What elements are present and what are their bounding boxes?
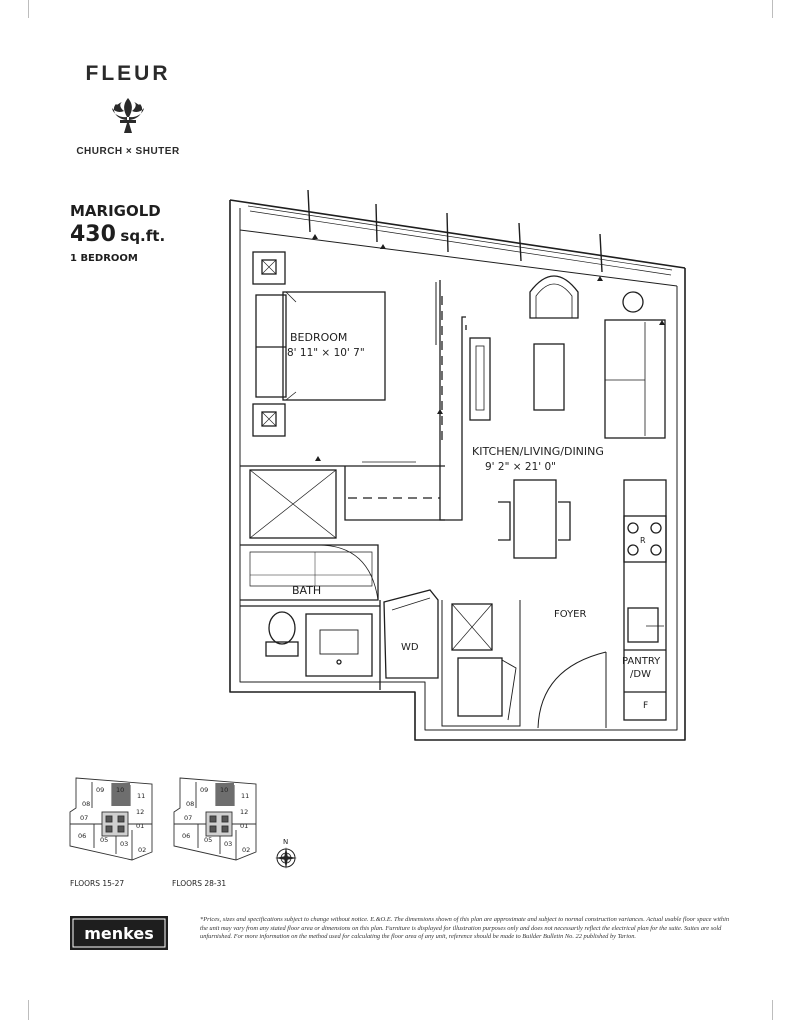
- key-unit-09: 09: [96, 786, 105, 794]
- key-unit-12: 12: [240, 808, 249, 816]
- key-unit-07: 07: [80, 814, 89, 822]
- key-plan-caption-28-31: FLOORS 28-31: [172, 879, 227, 888]
- fridge-label: F: [643, 701, 649, 711]
- key-unit-11: 11: [137, 792, 146, 800]
- bath-label: BATH: [292, 584, 322, 597]
- key-unit-05: 05: [204, 836, 213, 844]
- key-unit-05: 05: [100, 836, 109, 844]
- key-unit-02: 02: [138, 846, 147, 854]
- key-unit-08: 08: [82, 800, 91, 808]
- developer-logo: [70, 916, 168, 950]
- unit-bedrooms: 1 BEDROOM: [70, 253, 138, 264]
- foyer-label: FOYER: [554, 609, 587, 620]
- key-unit-12: 12: [136, 808, 145, 816]
- kitchen-dimensions: 9' 2" × 21' 0": [485, 461, 556, 473]
- key-unit-07: 07: [184, 814, 193, 822]
- key-unit-10: 10: [116, 786, 125, 794]
- key-unit-02: 02: [242, 846, 251, 854]
- unit-area-value: 430: [70, 222, 116, 247]
- range-label: R: [640, 536, 646, 545]
- bedroom-dimensions: 8' 11" × 10' 7": [287, 347, 365, 359]
- legal-disclaimer: *Prices, sizes and specifications subject to change without notice. E.&O.E. The dimensions shown of this plan are approximate and subject to normal construction variances. Actual usable floor space within the unit may vary from any stated floor area or dimensions on this plan. Furniture is displayed for illustration purposes only and does not necessarily reflect the electrical plan for the suite. Suites are sold unfurnished. For more information on the method used for calculating the floor area of any unit, reference should be made to Builder Bulletin No. 22 published by Tarion.: [200, 916, 730, 941]
- key-unit-08: 08: [186, 800, 195, 808]
- brand-name: FLEUR: [85, 62, 171, 85]
- key-unit-03: 03: [120, 840, 129, 848]
- brand-tagline: CHURCH × SHUTER: [76, 146, 180, 157]
- key-unit-11: 11: [241, 792, 250, 800]
- key-plan-floors-28-31: [168, 772, 268, 868]
- pantry-label: PANTRY: [622, 656, 661, 667]
- key-unit-06: 06: [182, 832, 191, 840]
- unit-name: MARIGOLD: [70, 202, 161, 220]
- key-unit-01: 01: [240, 822, 249, 830]
- crop-mark-bottom-left: [28, 1000, 29, 1020]
- kitchen-label: KITCHEN/LIVING/DINING: [472, 445, 604, 458]
- developer-name: menkes: [84, 924, 154, 943]
- key-unit-09: 09: [200, 786, 209, 794]
- crop-mark-bottom-right: [772, 1000, 773, 1020]
- laundry-label: WD: [401, 642, 419, 653]
- key-unit-03: 03: [224, 840, 233, 848]
- compass-icon: [274, 836, 298, 870]
- bedroom-label: BEDROOM: [290, 331, 348, 344]
- key-plan-floors-15-27: [64, 772, 164, 868]
- unit-area-unit: sq.ft.: [120, 227, 166, 245]
- key-unit-01: 01: [136, 822, 145, 830]
- key-plan-caption-15-27: FLOORS 15-27: [70, 879, 125, 888]
- key-unit-10: 10: [220, 786, 229, 794]
- pantry-dw-label: /DW: [630, 669, 651, 680]
- compass-north-label: N: [283, 838, 289, 846]
- key-unit-06: 06: [78, 832, 87, 840]
